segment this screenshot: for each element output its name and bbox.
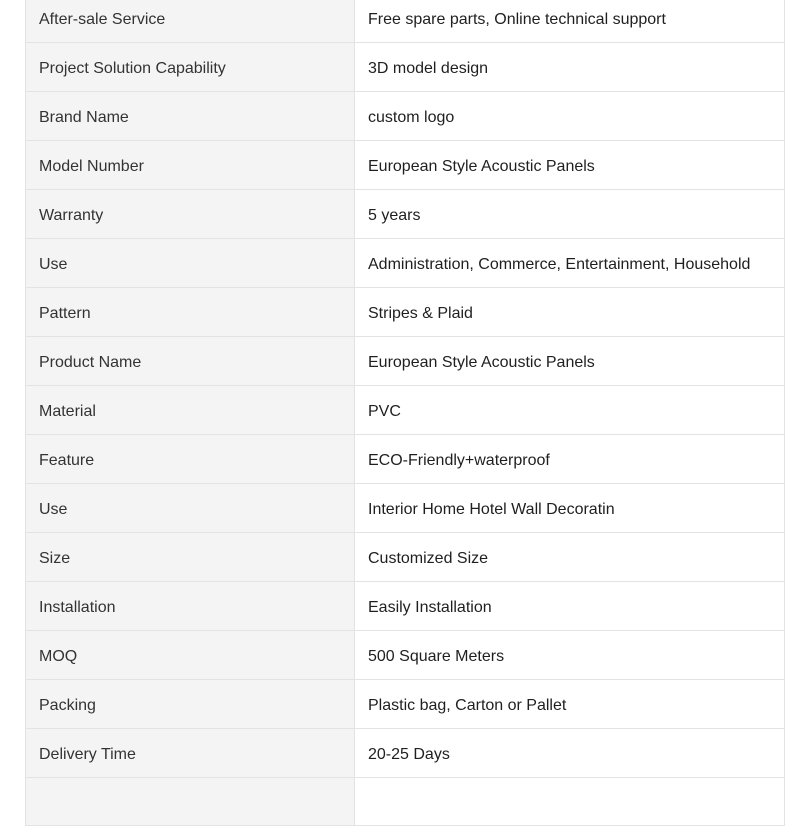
spec-row-use (26, 239, 785, 288)
spec-row-product-name (26, 337, 785, 386)
spec-key: Brand Name (26, 92, 355, 141)
spec-row-installation (26, 582, 785, 631)
spec-key: Product Name (26, 337, 355, 386)
spec-row-delivery-time (26, 729, 785, 778)
spec-row-warranty (26, 190, 785, 239)
spec-value: Plastic bag, Carton or Pallet (355, 680, 785, 729)
spec-key: Packing (26, 680, 355, 729)
spec-row-partial (26, 778, 785, 826)
spec-row-after-sale-service (26, 0, 785, 43)
spec-value: Stripes & Plaid (355, 288, 785, 337)
spec-row-material (26, 386, 785, 435)
spec-value: Free spare parts, Online technical support (355, 0, 785, 43)
spec-value: Easily Installation (355, 582, 785, 631)
spec-value: ECO-Friendly+waterproof (355, 435, 785, 484)
product-spec-table (25, 0, 785, 826)
spec-key: After-sale Service (26, 0, 355, 43)
spec-value: 5 years (355, 190, 785, 239)
spec-row-pattern (26, 288, 785, 337)
spec-key: Use (26, 484, 355, 533)
spec-value (355, 778, 785, 826)
spec-key: Model Number (26, 141, 355, 190)
spec-value: custom logo (355, 92, 785, 141)
spec-value: 500 Square Meters (355, 631, 785, 680)
spec-row-use-interior (26, 484, 785, 533)
spec-key: Pattern (26, 288, 355, 337)
spec-key: Project Solution Capability (26, 43, 355, 92)
spec-row-packing (26, 680, 785, 729)
spec-row-feature (26, 435, 785, 484)
spec-row-size (26, 533, 785, 582)
spec-key: Material (26, 386, 355, 435)
spec-value: European Style Acoustic Panels (355, 337, 785, 386)
spec-key: Use (26, 239, 355, 288)
spec-row-model-number (26, 141, 785, 190)
spec-key (26, 778, 355, 826)
spec-value: PVC (355, 386, 785, 435)
spec-row-brand-name (26, 92, 785, 141)
spec-row-project-solution (26, 43, 785, 92)
spec-key: Installation (26, 582, 355, 631)
product-spec-table-container (25, 0, 785, 826)
spec-value: 3D model design (355, 43, 785, 92)
spec-row-moq (26, 631, 785, 680)
spec-value: Administration, Commerce, Entertainment, Household (355, 239, 785, 288)
spec-value: Interior Home Hotel Wall Decoratin (355, 484, 785, 533)
spec-key: Delivery Time (26, 729, 355, 778)
spec-key: Size (26, 533, 355, 582)
spec-key: Feature (26, 435, 355, 484)
spec-key: MOQ (26, 631, 355, 680)
spec-value: 20-25 Days (355, 729, 785, 778)
spec-value: European Style Acoustic Panels (355, 141, 785, 190)
spec-key: Warranty (26, 190, 355, 239)
spec-value: Customized Size (355, 533, 785, 582)
